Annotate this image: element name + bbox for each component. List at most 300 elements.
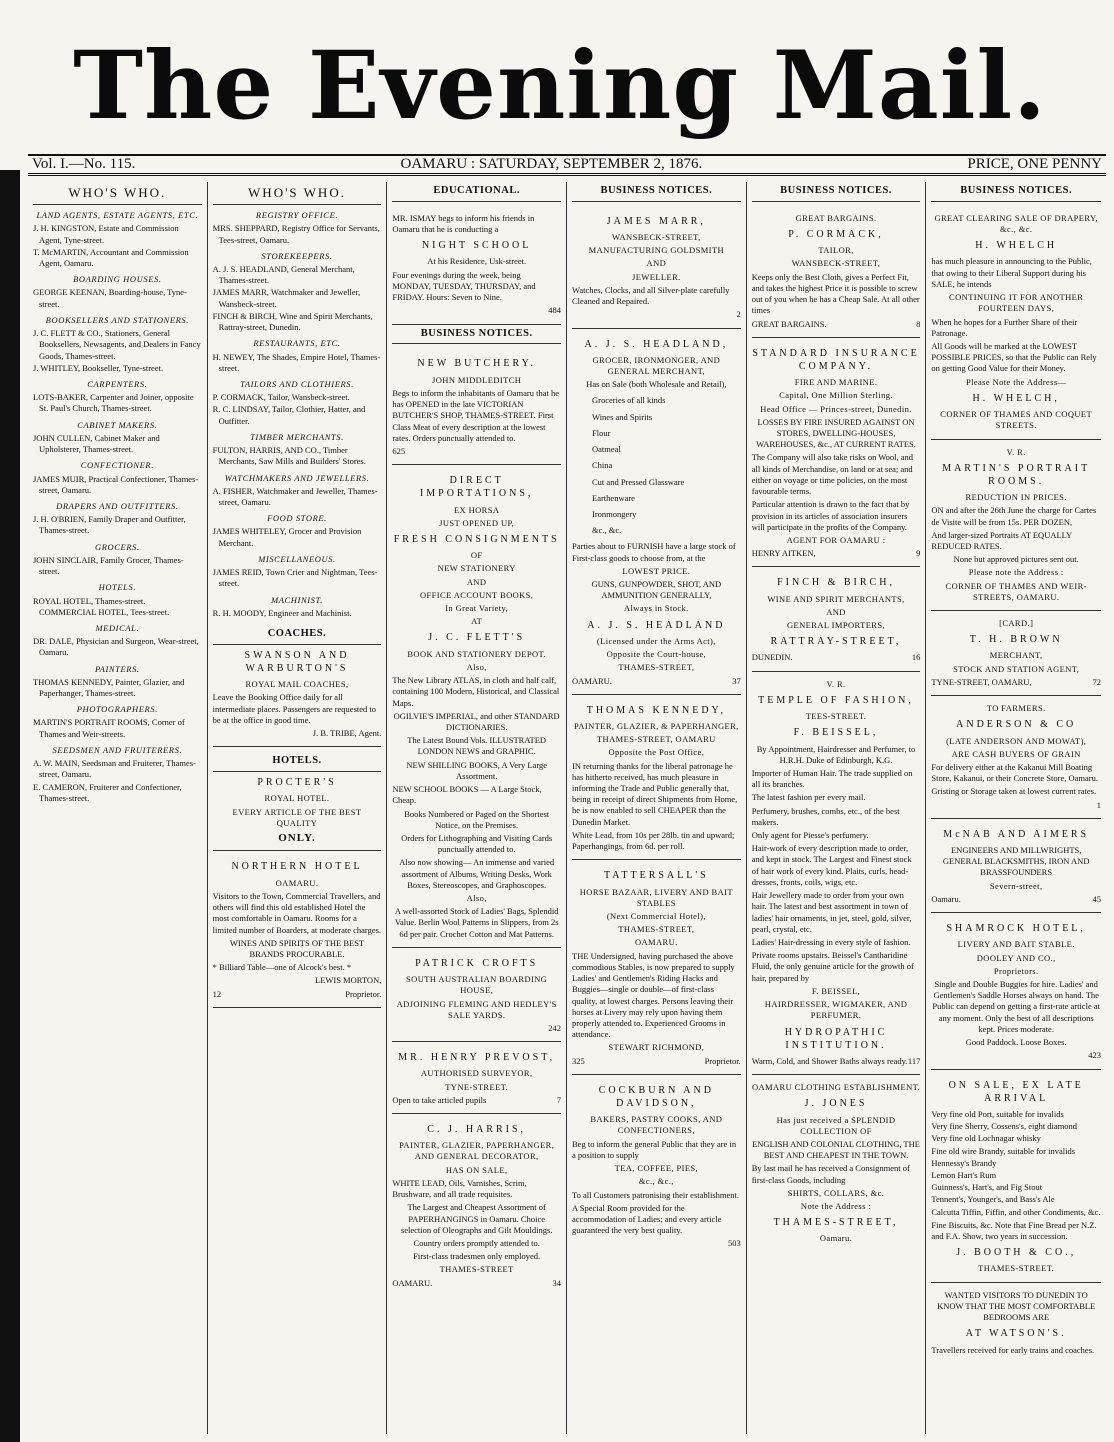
ad-line: Has just received a SPLENDID COLLECTION OF <box>776 1114 896 1136</box>
directory-entry: T. McMARTIN, Accountant and Commission Agent, Oamaru. <box>33 246 189 269</box>
column-business-notices-1 <box>567 182 747 1434</box>
ad-subtitle: F. BEISSEL, <box>793 727 879 739</box>
column-business-notices-3 <box>926 182 1106 1434</box>
ad-body: Country orders promptly attended to. <box>413 1237 540 1248</box>
ad-line: RATTRAY-STREET, <box>770 636 902 648</box>
section-subheading: REGISTRY OFFICE. <box>255 210 339 221</box>
columns <box>28 182 1106 1434</box>
column-heading: EDUCATIONAL. <box>392 182 561 202</box>
ad-number: 117 <box>907 1055 921 1066</box>
ad-line: Proprietors. <box>993 965 1039 976</box>
section-subheading: BOARDING HOUSES. <box>73 274 162 285</box>
column-whos-who-1 <box>28 182 208 1434</box>
ad-line: J. C. FLETT'S <box>428 632 526 644</box>
ad-body: Particular attention is drawn to the fact that by provision in its articles of association insurers will participate in the profits of the Company. <box>751 499 910 532</box>
ad-subtitle: AUTHORISED SURVEYOR, <box>420 1068 533 1079</box>
ad-finch-birch <box>752 567 921 671</box>
ad-line: * Billiard Table—one of Alcock's best. * <box>212 962 352 973</box>
masthead-title: The Evening Mail. <box>73 31 1047 141</box>
ad-subtitle: REDUCTION IN PRICES. <box>965 492 1067 503</box>
ad-footer <box>572 1056 741 1067</box>
ad-title: TEMPLE OF FASHION, <box>758 694 914 706</box>
ad-line: BOOK AND STATIONERY DEPOT. <box>407 648 546 659</box>
ad-line: (Next Commercial Hotel), <box>606 910 706 921</box>
directory-entry: H. NEWEY, The Shades, Empire Hotel, Thames-street. <box>212 351 381 373</box>
ad-line: TYNE-STREET. <box>445 1081 509 1092</box>
directory-entry: JOHN CULLEN, Cabinet Maker and Upholsterer, Thames-street. <box>33 432 160 455</box>
ad-body: GUNS, GUNPOWDER, SHOT, AND AMMUNITION GENERALLY, <box>591 579 722 601</box>
ad-henry-prevost <box>392 1042 561 1114</box>
directory-entry: R. C. LINDSAY, Tailor, Clothier, Hatter, and Outfitter. <box>212 404 366 426</box>
ad-subtitle: SOUTH AUSTRALIAN BOARDING HOUSE, <box>406 974 548 996</box>
ad-title: A. J. S. HEADLAND, <box>584 338 729 350</box>
directory-entry: FULTON, HARRIS, AND CO., Timber Merchants, Saw Mills and Builders' Stores. <box>212 445 366 467</box>
directory-entry: JAMES MARR, Watchmaker and Jeweller, Wansbeck-street. <box>212 287 361 309</box>
royal-crest-label: V. R. <box>1006 446 1026 457</box>
ad-cormack <box>752 206 921 338</box>
ad-subtitle: WINE AND SPIRIT MERCHANTS, <box>767 593 905 604</box>
ad-footer <box>392 1095 561 1106</box>
ad-title: PATRICK CROFTS <box>415 957 539 969</box>
section-subheading: CABINET MAKERS. <box>77 419 158 430</box>
column-heading: BUSINESS NOTICES. <box>752 182 921 202</box>
ad-number: 34 <box>552 1277 562 1288</box>
ad-number: 1 <box>1096 799 1102 810</box>
ad-line: Has on Sale (both Wholesale and Retail), <box>586 379 727 390</box>
list-item: China <box>592 460 613 471</box>
ad-subtitle: GROCER, IRONMONGER, AND GENERAL MERCHANT, <box>592 354 721 376</box>
directory-entry: JAMES REID, Town Crier and Nightman, Tees-street. <box>212 567 378 589</box>
directory-entry: A. FISHER, Watchmaker and Jeweller, Thames-street, Oamaru. <box>212 485 378 507</box>
ad-line: ARE CASH BUYERS OF GRAIN <box>951 748 1081 759</box>
section-subheading: DRAPERS AND OUTFITTERS. <box>56 500 179 511</box>
ad-subtitle: TAILOR, <box>818 245 854 256</box>
ad-line: CONTINUING IT FOR ANOTHER FOURTEEN DAYS, <box>949 292 1084 314</box>
ad-line: MANUFACTURING GOLDSMITH <box>588 245 725 256</box>
ad-line: GREAT BARGAINS. <box>751 318 827 329</box>
directory-entry: J. WHITLEY, Bookseller, Tyne-street. <box>33 362 164 373</box>
ad-footer <box>213 989 382 1000</box>
ad-line: GREAT BARGAINS. <box>795 212 877 223</box>
list-item: Guinness's, Hart's, and Fig Stout <box>931 1182 1043 1193</box>
ad-line: AGENT FOR OAMARU : <box>786 535 886 546</box>
section-heading-hotels: HOTELS. <box>213 752 382 772</box>
ad-direct-importations <box>392 465 561 948</box>
ad-body: Keeps only the Best Cloth, gives a Perfect Fit, and takes the highest Price it is possible to screw out of you when he has a Cheap Sale. At all other times <box>751 271 920 316</box>
ad-line: TEES-STREET. <box>805 711 867 722</box>
directory-entry: R. H. MOODY, Engineer and Machinist. <box>212 607 352 618</box>
ad-agent: J. B. TRIBE, Agent. <box>312 728 382 739</box>
ad-line: Oamaru. <box>819 1233 853 1244</box>
section-subheading: PHOTOGRAPHERS. <box>76 704 158 715</box>
ad-body: NEW SHILLING BOOKS, A Very Large Assortment. <box>406 759 548 781</box>
directory-entry: GEORGE KEENAN, Boarding-house, Tyne-street. <box>33 287 187 309</box>
section-subheading: FOOD STORE. <box>267 513 327 524</box>
ad-footer <box>752 319 921 330</box>
ad-body: The Largest and Cheapest Assortment of PAPERHANGINGS in Oamaru. Choice selection of Oleographs and Gilt Mouldings. <box>400 1202 553 1235</box>
section-subheading: MISCELLANEOUS. <box>258 553 336 564</box>
ad-emphasis: ONLY. <box>278 831 316 844</box>
ad-line: Note the Address : <box>800 1201 872 1212</box>
ad-line: TYNE-STREET, OAMARU, <box>931 676 1032 687</box>
ad-number: 37 <box>732 675 741 686</box>
directory-entry: MARTIN'S PORTRAIT ROOMS, Corner of Thames and Weir-streets. <box>33 717 185 739</box>
list-item: Fine old wire Brandy, suitable for invalids <box>931 1145 1076 1156</box>
ad-footer <box>392 1278 561 1289</box>
ad-line: GENERAL IMPORTERS, <box>787 620 886 631</box>
ad-line: AND <box>826 606 846 617</box>
ad-title: NIGHT SCHOOL <box>421 240 532 252</box>
ad-body: ON and after the 26th June the charge for Cartes de Visite will be from 15s. PER DOZEN, <box>931 505 1097 527</box>
ad-coaches <box>213 620 382 747</box>
section-subheading: CONFECTIONER. <box>80 460 154 471</box>
ad-body: Importer of Human Hair. The trade supplied on all its branches. <box>751 767 913 790</box>
ad-number: 503 <box>727 1238 741 1249</box>
ad-line: Oamaru. <box>931 893 961 904</box>
ad-subtitle: ROYAL HOTEL. <box>264 793 330 804</box>
column-whos-who-2 <box>208 182 388 1434</box>
ad-line: HAIRDRESSER, WIGMAKER, AND PERFUMER. <box>764 999 908 1021</box>
section-subheading: MEDICAL. <box>95 622 140 633</box>
ad-hotels <box>213 747 382 851</box>
directory-entry: FINCH & BIRCH, Wine and Spirit Merchants, Rattray-street, Dunedin. <box>212 310 373 333</box>
ad-line: JEWELLER. <box>632 271 681 282</box>
ad-number: 625 <box>392 445 406 456</box>
ad-body: Fine Biscuits, &c. Note that Fine Bread per N.Z. and F.A. Show, two years in succession. <box>931 1219 1097 1242</box>
ad-patrick-crofts <box>392 948 561 1042</box>
ad-mcnab-aimers <box>931 819 1101 913</box>
ad-title: TATTERSALL'S <box>603 870 709 882</box>
ad-subtitle: FIRE AND MARINE. <box>794 377 878 388</box>
list-item: Groceries of all kinds <box>592 395 666 406</box>
ad-proprietor-title: Proprietor. <box>704 1055 741 1066</box>
ad-body: WHITE LEAD, Oils, Varnishes, Scrim, Brushware, and all trade requisites. <box>392 1177 527 1200</box>
ad-body: Leave the Booking Office daily for all intermediate places. Passengers are requested to be at the office in good time. <box>212 692 376 725</box>
ad-line: TO FARMERS. <box>986 703 1046 714</box>
ad-title: NORTHERN HOTEL <box>231 861 363 873</box>
ad-line: Always in Stock. <box>623 603 689 614</box>
ad-line: J. BOOTH & CO., <box>956 1247 1077 1259</box>
ad-body: Only agent for Piesse's perfumery. <box>751 830 869 841</box>
ad-body: To all Customers patronising their establishment. <box>572 1189 740 1200</box>
ad-subtitle: JOHN MIDDLEDITCH <box>432 374 522 385</box>
ad-body: Ladies' Hair-dressing in every style of fashion. <box>751 937 911 948</box>
ad-number: 325 <box>572 1055 585 1066</box>
ad-body: Also now showing— An immense and varied assortment of Albums, Writing Desks, Work Boxes, Stereoscopes, and Graphoscopes. <box>399 857 555 890</box>
ad-martins-portrait <box>931 440 1101 612</box>
directory-entry: J. H. O'BRIEN, Family Draper and Outfitter, Thames-street. <box>33 514 186 536</box>
ad-line: WANSBECK-STREET, <box>791 258 881 269</box>
ad-body: ENGLISH AND COLONIAL CLOTHING, THE BEST AND CHEAPEST IN THE TOWN. <box>752 1138 920 1161</box>
ad-title: McNAB AND AIMERS <box>943 828 1090 840</box>
ad-title: AT WATSON'S. <box>965 1328 1067 1340</box>
ad-line: F. BEISSEL, <box>811 985 861 996</box>
section-subheading: HOTELS. <box>98 582 137 593</box>
ad-number: 72 <box>1092 676 1102 687</box>
ad-title: MARTIN'S PORTRAIT ROOMS. <box>942 462 1091 487</box>
ad-whelch <box>931 206 1101 440</box>
section-subheading: CARPENTERS. <box>87 379 148 389</box>
ad-subtitle: BAKERS, PASTRY COOKS, AND CONFECTIONERS, <box>590 1114 723 1136</box>
ad-subtitle: HORSE BAZAAR, LIVERY AND BAIT STABLES <box>579 886 733 908</box>
ad-number: 8 <box>916 318 921 329</box>
section-subheading: BOOKSELLERS AND STATIONERS. <box>45 314 189 325</box>
ad-line: LOWEST PRICE. <box>622 565 691 576</box>
section-subheading: STOREKEEPERS. <box>261 250 333 261</box>
ad-subtitle: (LATE ANDERSON AND MOWAT), <box>946 735 1087 746</box>
directory-entry: JAMES MUIR, Practical Confectioner, Thames-street, Oamaru. <box>33 473 199 495</box>
ad-title: C. J. HARRIS, <box>427 1124 527 1136</box>
list-item: Wines and Spirits <box>592 411 653 422</box>
ad-title: HYDROPATHIC INSTITUTION. <box>784 1026 888 1051</box>
ad-body: Travellers received for early trains and coaches. <box>931 1344 1095 1355</box>
ad-body: OGILVIE'S IMPERIAL, and other STANDARD DICTIONARIES. <box>393 710 560 732</box>
ad-body: Parties about to FURNISH have a large stock of First-class goods to choose from, at the <box>572 541 736 563</box>
directory-entry: E. CAMERON, Fruiterer and Confectioner, Thames-street. <box>33 781 182 803</box>
ad-body: has much pleasure in announcing to the Public, that owing to their Liberal Support during his SALE, he intends <box>931 256 1092 289</box>
list-item: Hennessy's Brandy <box>931 1157 997 1168</box>
ad-line: OF <box>470 550 483 561</box>
list-item: Very fine old Lochnagar whisky <box>931 1133 1041 1144</box>
ad-northern-hotel <box>213 851 382 1007</box>
place-date: OAMARU : SATURDAY, SEPTEMBER 2, 1876. <box>400 156 703 172</box>
list-item: &c., &c. <box>592 525 622 536</box>
dateline <box>28 154 1106 176</box>
ad-number: 45 <box>1092 893 1102 904</box>
ad-title: SWANSON AND WARBURTON'S <box>244 649 350 674</box>
list-item: Cut and Pressed Glassware <box>592 476 685 487</box>
ad-title: PROCTER'S <box>257 777 337 789</box>
ad-line: THAMES-STREET, <box>618 662 695 673</box>
ad-line: CORNER OF THAMES AND WEIR-STREETS, OAMARU. <box>945 580 1087 602</box>
ad-body: NEW SCHOOL BOOKS — A Large Stock, Cheap. <box>392 784 542 806</box>
ad-body: Open to take articled pupils <box>392 1094 487 1105</box>
ad-line: DUNEDIN. <box>751 652 793 663</box>
column-heading: WHO'S WHO. <box>33 182 202 205</box>
ad-body: All Goods will be marked at the LOWEST POSSIBLE PRICES, so that the Public can Rely on getting Good Value for their Money. <box>931 341 1097 374</box>
ad-line: Severn-street, <box>989 880 1043 891</box>
section-subheading: TAILORS AND CLOTHIERS. <box>240 379 354 389</box>
ad-body: None but approved pictures sent out. <box>953 554 1079 565</box>
list-item: Very fine old Port, suitable for invalids <box>931 1108 1064 1119</box>
ad-title: JAMES MARR, <box>606 215 706 227</box>
ad-body: IN returning thanks for the liberal patronage he has hitherto received, has much pleasure in informing the Trade and Public generally that, being in receipt of direct Shipments from Home, he is now enabled to sell CHEAPER than the Dunedin Market. <box>572 760 738 827</box>
directory-entry: ROYAL HOTEL, Thames-street. COMMERCIAL HOTEL, Tees-street. <box>33 595 170 617</box>
ad-cj-harris <box>392 1114 561 1296</box>
ad-body: Single and Double Buggies for hire. Ladies' and Gentlemen's Saddle Horses always on hand. The Public can depend on getting a first-rate article at any moment. Only the best of all descriptions kept. Prices moderate. <box>932 978 1100 1034</box>
ad-line: AND <box>646 258 667 269</box>
ad-thomas-kennedy <box>572 695 741 861</box>
ad-body: Beg to inform the general Public that they are in a position to supply <box>572 1138 737 1160</box>
ad-body: Orders for Lithographing and Visiting Cards punctually attended to. <box>401 832 553 855</box>
ad-subtitle: ROYAL MAIL COACHES, <box>245 679 349 690</box>
ad-cockburn-davidson <box>572 1075 741 1257</box>
directory-entry: JOHN SINCLAIR, Family Grocer, Thames-street. <box>33 554 184 577</box>
ad-title: T. H. BROWN <box>969 634 1063 646</box>
ad-body: A well-assorted Stock of Ladies' Bags, Splendid Value. Berlin Wool Patterns in Slippers, from 2s 6d per pair. Crochet Cotton and Mat Patterns. <box>394 906 559 939</box>
ad-proprietor: LEWIS MORTON, <box>314 975 382 986</box>
column-educational <box>387 182 567 1434</box>
section-subheading: SEEDSMEN AND FRUITERERS. <box>52 744 183 755</box>
ad-body: Visitors to the Town, Commercial Travellers, and others will find this old established Hotel the most comfortable in Oamaru. Rooms for a limited number of Boarders, at moderate charges. <box>212 890 382 935</box>
list-item: Calcutta Tiffin, Fiffin, and other Condiments, &c. <box>931 1206 1101 1217</box>
ad-th-brown <box>931 611 1101 696</box>
column-heading: WHO'S WHO. <box>213 182 382 205</box>
ad-body: Hair-work of every description made to order, and kept in stock. The Largest and Finest stock of hair work of every kind. Plaits, curls, head-dresses, fronts, coils, wigs, etc. <box>751 843 912 887</box>
ad-night-school <box>392 206 561 325</box>
directory-entry: JAMES WHITELEY, Grocer and Provision Merchant. <box>212 526 362 548</box>
ad-oamaru-clothing <box>752 1075 921 1252</box>
ad-line: In Great Variety, <box>445 603 509 614</box>
ad-proprietor: STEWART RICHMOND, <box>608 1042 705 1053</box>
ad-body: WANTED VISITORS TO DUNEDIN TO KNOW THAT THE MOST COMFORTABLE BEDROOMS ARE <box>937 1289 1096 1323</box>
ad-line: Please Note the Address— <box>965 376 1067 387</box>
ad-footer <box>931 894 1101 905</box>
price: PRICE, ONE PENNY <box>967 156 1102 172</box>
ad-subtitle: LIVERY AND BAIT STABLE. <box>957 939 1075 950</box>
ad-line: HAS ON SALE, <box>445 1164 508 1175</box>
ad-subtitle: WANSBECK-STREET, <box>612 232 701 243</box>
ad-body: Gristing or Storage taken at lowest current rates. <box>931 786 1097 797</box>
ad-line: Also, <box>466 661 487 672</box>
ad-line: TEA, COFFEE, PIES, <box>614 1163 699 1174</box>
ad-subtitle: OAMARU. <box>275 877 319 888</box>
ad-body: Warm, Cold, and Shower Baths always ready. <box>751 1055 908 1066</box>
ad-title: DIRECT IMPORTATIONS, <box>419 475 534 500</box>
ad-title: FINCH & BIRCH, <box>777 577 895 589</box>
ad-line: At his Residence, Usk-street. <box>427 256 527 267</box>
directory-entry: P. CORMACK, Tailor, Wansbeck-street. <box>212 392 350 403</box>
list-item: Earthenware <box>592 492 635 503</box>
ad-line: STOCK AND STATION AGENT, <box>953 663 1080 674</box>
section-subheading: TIMBER MERCHANTS. <box>250 431 344 442</box>
ad-body: Watches, Clocks, and all Silver-plate carefully Cleaned and Repaired. <box>572 284 730 307</box>
ad-subtitle: MERCHANT, <box>989 650 1043 661</box>
ad-body: THE Undersigned, having purchased the above commodious Stables, is now prepared to supply Ladies' and Gentlemen's Riding Hacks and Buggies—single or double—of first-class quality, at lowest charges. Persons leaving their horses at Livery may rely upon having them properly attended to. Experienced Grooms in attendance. <box>572 950 735 1040</box>
directory-entry: J. C. FLETT & CO., Stationers, General Booksellers, Newsagents, and Dealers in Fancy Goods, Thames-street. <box>33 328 201 361</box>
ad-subtitle: PAINTER, GLAZIER, & PAPERHANGER, <box>573 720 739 731</box>
ad-title: MR. HENRY PREVOST, <box>398 1052 556 1064</box>
ad-line: THAMES-STREET, OAMARU <box>596 734 716 745</box>
ad-booth <box>931 1070 1101 1283</box>
column-heading: BUSINESS NOTICES. <box>392 325 561 345</box>
ad-number: 242 <box>548 1022 562 1033</box>
directory-entry: J. H. KINGSTON, Estate and Commission Agent, Tyne-street. <box>33 223 179 245</box>
ad-body: First-class tradesmen only employed. <box>413 1251 541 1262</box>
ad-title: HENRY AITKEN, <box>751 548 816 559</box>
directory-entry: A. J. S. HEADLAND, General Merchant, Thames-street. <box>212 264 355 286</box>
ad-james-marr <box>572 206 741 329</box>
ad-standard-insurance <box>752 338 921 568</box>
ad-line: Head Office — Princes-street, Dunedin. <box>760 403 912 414</box>
ad-butchery <box>392 348 561 465</box>
ad-line: EVERY ARTICLE OF THE BEST QUALITY <box>232 806 362 828</box>
section-subheading: RESTAURANTS, ETC. <box>253 338 341 349</box>
ad-footer <box>752 548 921 559</box>
list-item: Ironmongery <box>592 508 637 519</box>
ad-body: The Latest Bound Vols. ILLUSTRATED LONDON NEWS and GRAPHIC. <box>407 735 547 757</box>
ad-title: ANDERSON & CO <box>956 719 1077 731</box>
royal-crest-label: V. R. <box>826 678 846 689</box>
ad-tattersalls <box>572 860 741 1074</box>
ad-body: MR. ISMAY begs to inform his friends in Oamaru that he is conducting a <box>392 212 535 235</box>
ad-subtitle: EX HORSA <box>453 504 500 515</box>
ad-body: Hair Jewellery made to order from your own hair. The latest and best assortment in town of ladies' hair ornaments, in jet, steel, gold, silver, pearl, crystal, etc. <box>751 890 912 934</box>
ad-line: Capital, One Million Sterling. <box>779 390 893 401</box>
ad-title: H. WHELCH <box>975 240 1058 252</box>
directory-entry: DR. DALE, Physician and Surgeon, Wear-street, Oamaru. <box>33 636 199 658</box>
ad-line: &c., &c., <box>638 1176 674 1187</box>
section-subheading: PAINTERS. <box>94 663 140 674</box>
ad-line: Opposite the Post Office, <box>608 747 705 758</box>
ad-number: 2 <box>736 309 741 320</box>
ad-title: COCKBURN AND DAVIDSON, <box>598 1084 714 1110</box>
ad-line: OAMARU CLOTHING ESTABLISHMENT. <box>751 1082 921 1093</box>
ad-body: The New Library ATLAS, in cloth and half calf, containing 100 Modern, Historical, and Classical Maps. <box>392 675 560 708</box>
ad-line: WINES AND SPIRITS OF THE BEST BRANDS PROCURABLE. <box>229 937 365 959</box>
ad-body: Private rooms upstairs. Beissel's Cantharidine Fluid, the only genuine article for the growth of hair, prepared by <box>751 950 914 983</box>
list-item: Flour <box>592 427 611 438</box>
ad-line: H. WHELCH, <box>972 392 1060 404</box>
ad-line: NEW STATIONERY <box>437 563 516 574</box>
list-item: Tennent's, Younger's, and Bass's Ale <box>931 1194 1055 1205</box>
directory-entry: A. W. MAIN, Seedsman and Fruiterer, Thames-street, Oamaru. <box>33 758 196 780</box>
ad-line: (Licensed under the Arms Act), <box>596 635 716 646</box>
ad-temple-of-fashion <box>752 672 921 1075</box>
ad-line: OAMARU. <box>634 937 678 948</box>
ad-line: Opposite the Court-house, <box>606 649 707 660</box>
ad-footer <box>752 1056 921 1067</box>
ad-title: SHAMROCK HOTEL, <box>946 923 1086 935</box>
ad-proprietor-title: Proprietor. <box>345 988 382 999</box>
ad-number: 12 <box>212 988 222 999</box>
ad-title: A. J. S. HEADLAND <box>587 619 726 631</box>
ad-footer <box>572 676 741 687</box>
ad-headland <box>572 329 741 695</box>
ad-body: White Lead, from 10s per 28lb. tin and upward; Paperhangings, from 6d. per roll. <box>572 829 735 852</box>
ad-line: Please note the Address : <box>968 567 1064 578</box>
ad-watsons <box>931 1283 1101 1363</box>
page-edge-shadow <box>0 170 20 1442</box>
ad-number: 484 <box>548 305 562 316</box>
column-heading: BUSINESS NOTICES. <box>572 182 741 202</box>
ad-body: By Appointment, Hairdresser and Perfumer, to H.R.H. Duke of Edinburgh, K.G. <box>756 743 916 765</box>
ad-line: SHIRTS, COLLARS, &c. <box>787 1187 885 1198</box>
ad-body: Begs to inform the inhabitants of Oamaru that he has OPENED in the late VICTORIAN BUTCHER'S SHOP, THAMES-STREET. First Class Meat of every description at the lowest rates. Orders punctually attended to. <box>392 387 559 443</box>
ad-line: THAMES-STREET, <box>618 924 695 935</box>
ad-body: Books Numbered or Paged on the Shortest Notice, on the Premises. <box>404 808 550 830</box>
ad-line: OAMARU. <box>392 1277 433 1288</box>
ad-body: Four evenings during the week, being MONDAY, TUESDAY, THURSDAY, and FRIDAY. Hours: Seven to Nine. <box>392 269 536 303</box>
ad-body: When he hopes for a Further Share of their Patronage. <box>931 316 1078 338</box>
section-subheading: MACHINIST. <box>271 594 323 605</box>
ad-title: THOMAS KENNEDY, <box>586 704 726 716</box>
ad-line: THAMES-STREET. <box>978 1263 1055 1274</box>
section-subheading: LAND AGENTS, ESTATE AGENTS, ETC. <box>36 210 199 221</box>
ad-title: NEW BUTCHERY. <box>417 358 536 370</box>
ad-body: By last mail he has received a Consignment of first-class Goods, including <box>751 1163 910 1185</box>
directory-entry: THOMAS KENNEDY, Painter, Glazier, and Paperhanger, Thames-street. <box>33 676 185 699</box>
ad-line: ADJOINING FLEMING AND HEDLEY'S SALE YARDS. <box>396 998 557 1020</box>
ad-title: STANDARD INSURANCE COMPANY. <box>752 347 920 372</box>
ad-line: Good Paddock. Loose Boxes. <box>965 1037 1067 1048</box>
ad-line: THAMES-STREET <box>439 1264 514 1275</box>
ad-body: And larger-sized Portraits AT EQUALLY REDUCED RATES. <box>931 529 1072 551</box>
ad-body: A Special Room provided for the accommodation of Ladies; and every article guaranteed the very best quality. <box>572 1202 722 1236</box>
ad-number: 16 <box>911 652 921 663</box>
list-item: Oatmeal <box>592 444 621 455</box>
ad-line: AT <box>471 616 483 627</box>
